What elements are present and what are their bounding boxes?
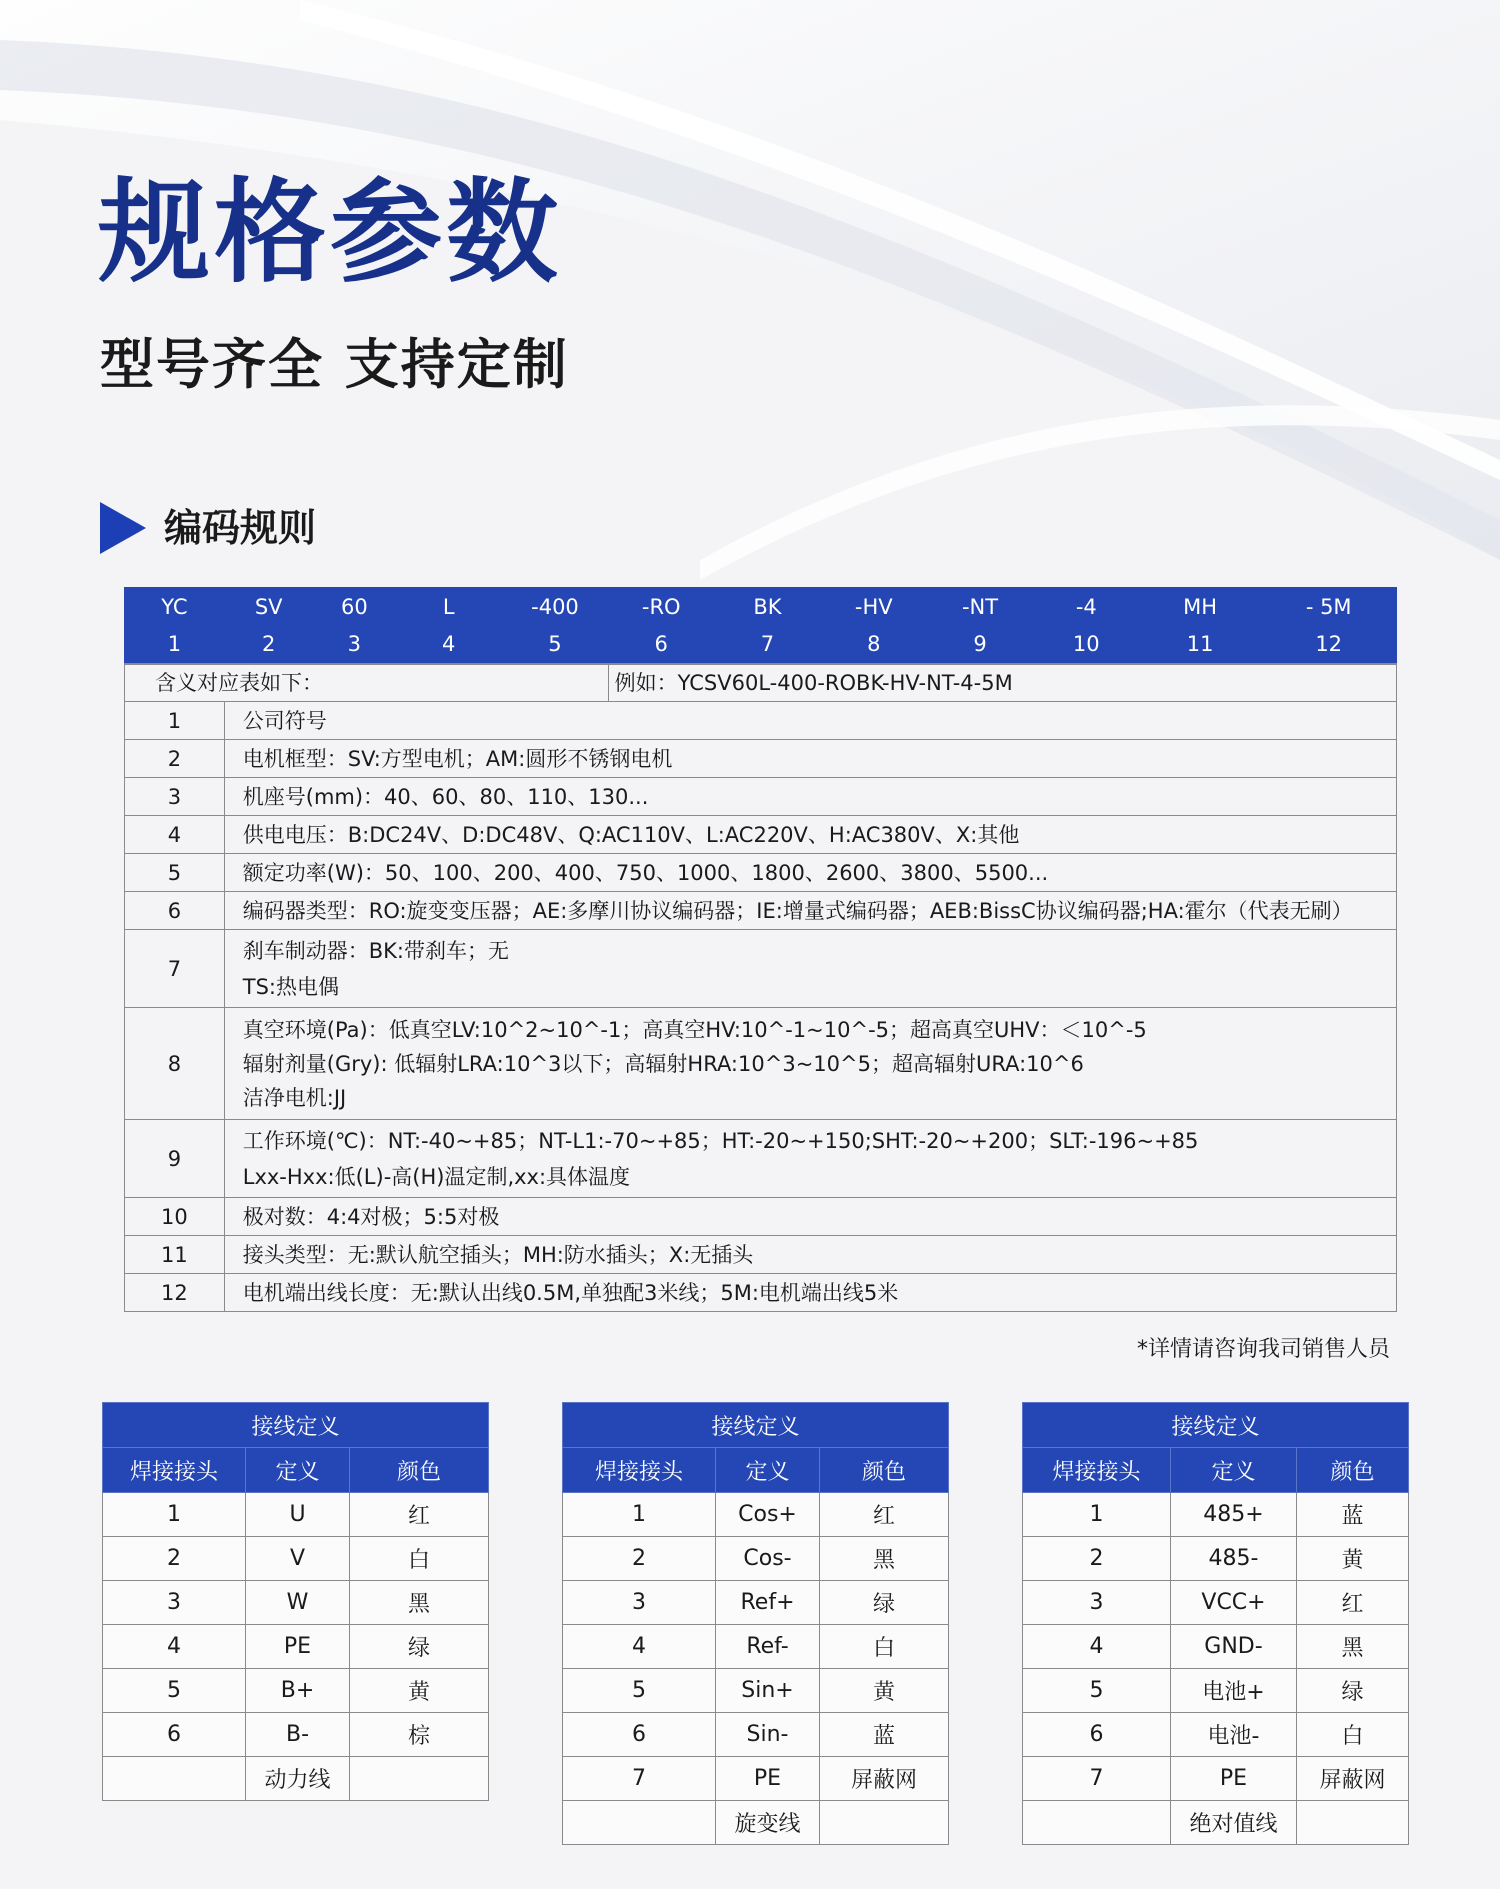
wiring-cell: 4 [563,1625,716,1669]
wiring-table-resolver [562,1402,949,1845]
coding-row [125,778,1397,816]
coding-row-number: 7 [125,930,225,1008]
sales-note: *详情请咨询我司销售人员 [1136,1337,1390,1362]
description-line: 洁净电机:JJ [242,1085,347,1110]
description-line: 电机端出线长度：无:默认出线0.5M,单独配3米线；5M:电机端出线5米 [242,1280,899,1305]
coding-row [125,1120,1397,1198]
code-letter-cell: -RO [608,588,714,626]
coding-row-description [224,930,1396,1008]
wiring-cell: 3 [563,1581,716,1625]
description-line: 电机框型：SV:方型电机；AM:圆形不锈钢电机 [242,746,673,771]
description-line: 接头类型：无:默认航空插头；MH:防水插头；X:无插头 [242,1242,754,1267]
wiring-cell: 黄 [350,1669,489,1713]
wiring-cell: 黑 [1297,1625,1409,1669]
wiring-cell: 黑 [820,1537,949,1581]
wiring-cell: Ref+ [716,1581,820,1625]
coding-row-number: 12 [125,1274,225,1312]
code-index-cell: 12 [1261,626,1397,664]
wiring-header-cell: 定义 [246,1448,350,1493]
description-line: TS:热电偶 [242,974,339,999]
wiring-cell: 黄 [1297,1537,1409,1581]
code-letter-cell: MH [1139,588,1260,626]
wiring-cell: 7 [1023,1757,1171,1801]
code-index-cell: 4 [396,626,502,664]
code-index-cell: 9 [927,626,1033,664]
wiring-cell: U [246,1493,350,1537]
description-line: Lxx-Hxx:低(L)-高(H)温定制,xx:具体温度 [242,1164,631,1189]
wiring-row [1023,1493,1409,1537]
wiring-header-cell: 颜色 [820,1448,949,1493]
coding-row-number: 11 [125,1236,225,1274]
wiring-header-cell: 焊接接头 [103,1448,246,1493]
wiring-header-row [563,1448,949,1493]
wiring-header-cell: 定义 [716,1448,820,1493]
wiring-cell: VCC+ [1171,1581,1297,1625]
wiring-table-absolute [1022,1402,1409,1845]
coding-row [125,930,1397,1008]
code-letter-cell: -400 [502,588,608,626]
wiring-header-row [1023,1448,1409,1493]
code-index-cell: 1 [125,626,225,664]
wiring-cell: Sin- [716,1713,820,1757]
coding-row-description [224,778,1396,816]
wiring-table-power [102,1402,489,1801]
description-line: 编码器类型：RO:旋变变压器；AE:多摩川协议编码器；IE:增量式编码器；AEB:BissC协议编码器;HA:霍尔（代表无刷） [242,898,1353,923]
wiring-cell: Sin+ [716,1669,820,1713]
wiring-footer-empty [820,1801,949,1845]
wiring-cell: 红 [1297,1581,1409,1625]
code-index-cell: 11 [1139,626,1260,664]
code-letters-row [125,588,1397,626]
wiring-cell: 电池- [1171,1713,1297,1757]
wiring-cell: 蓝 [1297,1493,1409,1537]
description-line: 真空环境(Pa)：低真空LV:10^2~10^-1；高真空HV:10^-1~10^-5；超高真空UHV：＜10^-5 [242,1017,1147,1042]
description-line: 公司符号 [242,708,327,733]
wiring-cell: 绿 [350,1625,489,1669]
coding-row-number: 4 [125,816,225,854]
wiring-footer-label: 旋变线 [716,1801,820,1845]
wiring-cell: 红 [820,1493,949,1537]
coding-row [125,1236,1397,1274]
wiring-cell: 6 [103,1713,246,1757]
coding-row-description [224,892,1396,930]
wiring-footer-empty [103,1757,246,1801]
meaning-label: 含义对应表如下： [125,664,609,702]
wiring-cell: 2 [103,1537,246,1581]
coding-row-description [224,1236,1396,1274]
wiring-cell: 5 [1023,1669,1171,1713]
wiring-cell: 2 [1023,1537,1171,1581]
wiring-row [563,1537,949,1581]
code-letter-cell: YC [125,588,225,626]
code-index-cell: 8 [821,626,927,664]
code-index-cell: 5 [502,626,608,664]
wiring-cell: 3 [103,1581,246,1625]
wiring-row [1023,1581,1409,1625]
wiring-cell: 红 [350,1493,489,1537]
wiring-cell: 黄 [820,1669,949,1713]
wiring-cell: 485+ [1171,1493,1297,1537]
wiring-row [563,1713,949,1757]
wiring-row [1023,1625,1409,1669]
wiring-caption-row [1023,1403,1409,1448]
wiring-row [563,1757,949,1801]
coding-row-description [224,854,1396,892]
wiring-header-cell: 焊接接头 [563,1448,716,1493]
code-letter-cell: -HV [821,588,927,626]
code-index-row [125,626,1397,664]
wiring-row [103,1669,489,1713]
wiring-footer-empty [1023,1801,1171,1845]
wiring-cell: GND- [1171,1625,1297,1669]
coding-row-number: 3 [125,778,225,816]
wiring-footer-empty [563,1801,716,1845]
wiring-cell: 绿 [820,1581,949,1625]
wiring-footer-label: 动力线 [246,1757,350,1801]
wiring-cell: 4 [1023,1625,1171,1669]
meaning-row [125,664,1397,702]
section-title: 编码规则 [164,506,317,550]
wiring-cell: V [246,1537,350,1581]
code-index-cell: 3 [313,626,395,664]
wiring-footer-empty [350,1757,489,1801]
wiring-footer-row [1023,1801,1409,1845]
description-line: 极对数：4:4对极；5:5对极 [242,1204,500,1229]
code-letter-cell: L [396,588,502,626]
wiring-cell: 电池+ [1171,1669,1297,1713]
coding-row-description [224,1198,1396,1236]
coding-row-number: 1 [125,702,225,740]
wiring-footer-empty [1297,1801,1409,1845]
wiring-cell: 屏蔽网 [1297,1757,1409,1801]
coding-row-number: 9 [125,1120,225,1198]
wiring-cell: PE [716,1757,820,1801]
wiring-row [103,1581,489,1625]
wiring-row [103,1493,489,1537]
coding-row [125,854,1397,892]
wiring-cell: 白 [820,1625,949,1669]
wiring-cell: 7 [563,1757,716,1801]
wiring-header-cell: 焊接接头 [1023,1448,1171,1493]
wiring-row [103,1625,489,1669]
coding-row-number: 5 [125,854,225,892]
wiring-cell: 6 [563,1713,716,1757]
wiring-row [563,1493,949,1537]
coding-row-description [224,702,1396,740]
wiring-cell: 绿 [1297,1669,1409,1713]
code-letter-cell: BK [714,588,820,626]
wiring-footer-label: 绝对值线 [1171,1801,1297,1845]
code-index-cell: 2 [224,626,313,664]
wiring-cell: Cos+ [716,1493,820,1537]
coding-row [125,1198,1397,1236]
coding-row-description [224,1274,1396,1312]
wiring-header-cell: 定义 [1171,1448,1297,1493]
wiring-row [1023,1669,1409,1713]
description-line: 机座号(mm)：40、60、80、110、130... [242,784,649,809]
coding-row [125,892,1397,930]
wiring-caption: 接线定义 [103,1403,489,1448]
wiring-cell: 5 [563,1669,716,1713]
wiring-cell: Ref- [716,1625,820,1669]
wiring-cell: 黑 [350,1581,489,1625]
wiring-cell: 白 [1297,1713,1409,1757]
code-letter-cell: -NT [927,588,1033,626]
coding-row-number: 8 [125,1008,225,1120]
code-letter-cell: -4 [1033,588,1139,626]
wiring-cell: B+ [246,1669,350,1713]
coding-row [125,740,1397,778]
wiring-cell: 6 [1023,1713,1171,1757]
description-line: 辐射剂量(Gry): 低辐射LRA:10^3以下；高辐射HRA:10^3~10^5；超高辐射URA:10^6 [242,1051,1084,1076]
description-line: 刹车制动器：BK:带刹车；无 [242,938,510,963]
example-code: 例如：YCSV60L-400-ROBK-HV-NT-4-5M [608,664,1396,702]
coding-row [125,1274,1397,1312]
wiring-caption: 接线定义 [1023,1403,1409,1448]
wiring-cell: B- [246,1713,350,1757]
wiring-cell: 5 [103,1669,246,1713]
wiring-row [1023,1713,1409,1757]
code-index-cell: 7 [714,626,820,664]
coding-row [125,816,1397,854]
wiring-header-row [103,1448,489,1493]
wiring-cell: PE [1171,1757,1297,1801]
description-line: 额定功率(W)：50、100、200、400、750、1000、1800、2600、3800、5500... [242,860,1049,885]
code-index-cell: 6 [608,626,714,664]
wiring-caption-row [103,1403,489,1448]
coding-row-description [224,1008,1396,1120]
description-line: 供电电压：B:DC24V、D:DC48V、Q:AC110V、L:AC220V、H:AC380V、X:其他 [242,822,1020,847]
wiring-row [563,1669,949,1713]
wiring-cell: 白 [350,1537,489,1581]
wiring-cell: 2 [563,1537,716,1581]
coding-row-description [224,816,1396,854]
wiring-cell: 1 [1023,1493,1171,1537]
code-index-cell: 10 [1033,626,1139,664]
wiring-cell: 485- [1171,1537,1297,1581]
coding-row-description [224,740,1396,778]
wiring-cell: 1 [563,1493,716,1537]
wiring-cell: 1 [103,1493,246,1537]
wiring-caption: 接线定义 [563,1403,949,1448]
coding-row-number: 6 [125,892,225,930]
wiring-cell: 棕 [350,1713,489,1757]
coding-row [125,1008,1397,1120]
coding-row-number: 2 [125,740,225,778]
coding-row-description [224,1120,1396,1198]
wiring-row [103,1713,489,1757]
wiring-row [1023,1537,1409,1581]
code-letter-cell: - 5M [1261,588,1397,626]
coding-row [125,702,1397,740]
wiring-cell: 4 [103,1625,246,1669]
triangle-marker-icon [100,502,146,554]
wiring-caption-row [563,1403,949,1448]
wiring-row [103,1537,489,1581]
description-line: 工作环境(℃)：NT:-40~+85；NT-L1:-70~+85；HT:-20~+150;SHT:-20~+200；SLT:-196~+85 [242,1128,1199,1153]
wiring-cell: 蓝 [820,1713,949,1757]
page-subtitle: 型号齐全 支持定制 [100,333,569,396]
wiring-cell: Cos- [716,1537,820,1581]
wiring-cell: W [246,1581,350,1625]
wiring-row [563,1581,949,1625]
wiring-row [1023,1757,1409,1801]
wiring-cell: 3 [1023,1581,1171,1625]
wiring-footer-row [563,1801,949,1845]
wiring-footer-row [103,1757,489,1801]
code-letter-cell: SV [224,588,313,626]
coding-rule-table [124,587,1397,1312]
wiring-header-cell: 颜色 [1297,1448,1409,1493]
wiring-cell: PE [246,1625,350,1669]
coding-row-number: 10 [125,1198,225,1236]
wiring-header-cell: 颜色 [350,1448,489,1493]
wiring-cell: 屏蔽网 [820,1757,949,1801]
code-letter-cell: 60 [313,588,395,626]
page-title: 规格参数 [98,168,562,298]
wiring-row [563,1625,949,1669]
